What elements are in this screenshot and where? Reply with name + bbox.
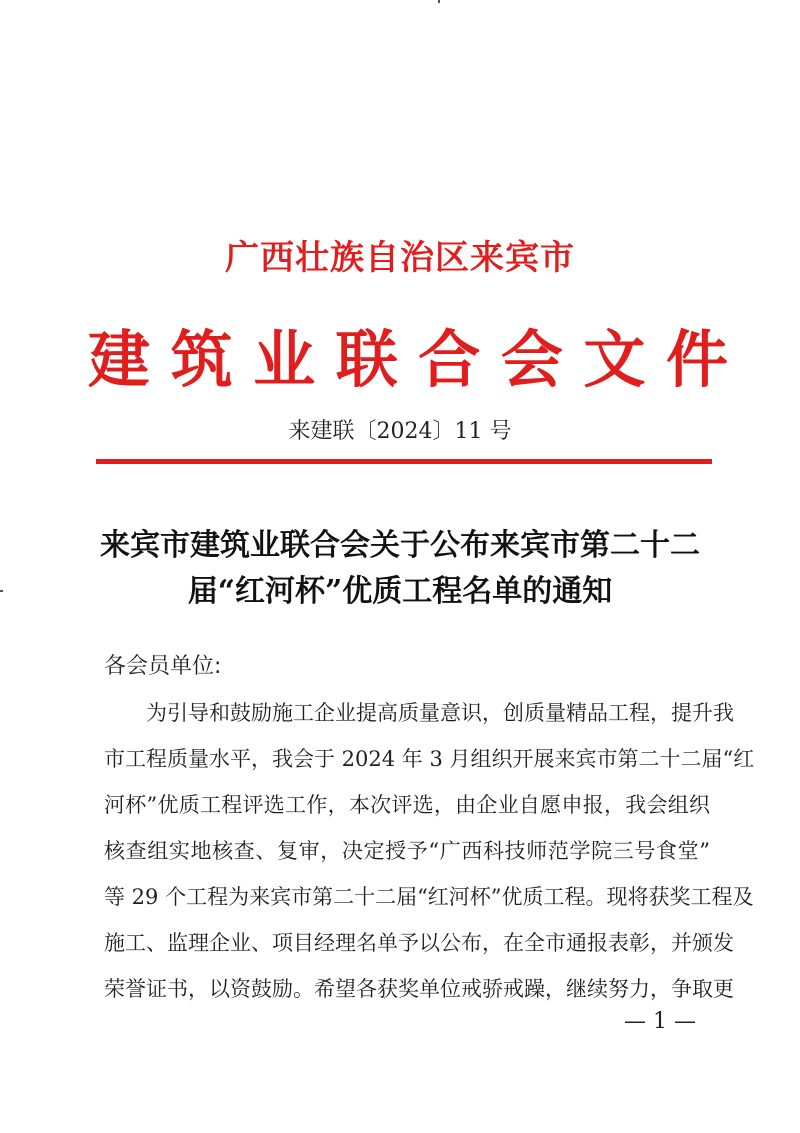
header-char: 筑 <box>170 323 233 396</box>
header-char: 件 <box>665 323 728 396</box>
body-line: 施工、监理企业、项目经理名单予以公布，在全市通报表彰，并颁发 <box>104 931 734 955</box>
body-line: 等 29 个工程为来宾市第二十二届“红河杯”优质工程。现将获奖工程及 <box>104 885 754 909</box>
document-number: 来建联〔2024〕11 号 <box>288 419 512 444</box>
scan-mark <box>0 590 3 592</box>
body-line: 河杯”优质工程评选工作，本次评选，由企业自愿申报，我会组织 <box>104 793 710 817</box>
body-line: 荣誉证书，以资鼓励。希望各获奖单位戒骄戒躁，继续努力，争取更 <box>104 977 734 1001</box>
header-char: 业 <box>253 323 316 396</box>
header-char: 会 <box>500 323 563 396</box>
notice-title <box>90 523 710 615</box>
header-char: 文 <box>583 323 646 396</box>
scan-mark <box>438 0 440 3</box>
page-number: — 1 — <box>624 1009 696 1034</box>
red-divider <box>96 459 712 464</box>
body-line: 市工程质量水平，我会于 2024 年 3 月组织开展来宾市第二十二届“红 <box>104 747 755 771</box>
issuing-region: 广西壮族自治区来宾市 <box>225 238 575 278</box>
body-line: 为引导和鼓励施工企业提高质量意识，创质量精品工程，提升我 <box>146 701 734 725</box>
body-paragraph <box>104 690 755 1012</box>
header-char: 建 <box>88 323 151 396</box>
header-char: 合 <box>418 323 481 396</box>
notice-title-line: 届“红河杯”优质工程名单的通知 <box>187 574 613 609</box>
body-line: 核查组实地核查、复审，决定授予“广西科技师范学院三号食堂” <box>104 839 710 863</box>
salutation: 各会员单位: <box>104 654 222 679</box>
notice-title-line: 来宾市建筑业联合会关于公布来宾市第二十二 <box>100 528 700 563</box>
issuing-organization <box>88 322 728 398</box>
header-char: 联 <box>335 323 398 396</box>
